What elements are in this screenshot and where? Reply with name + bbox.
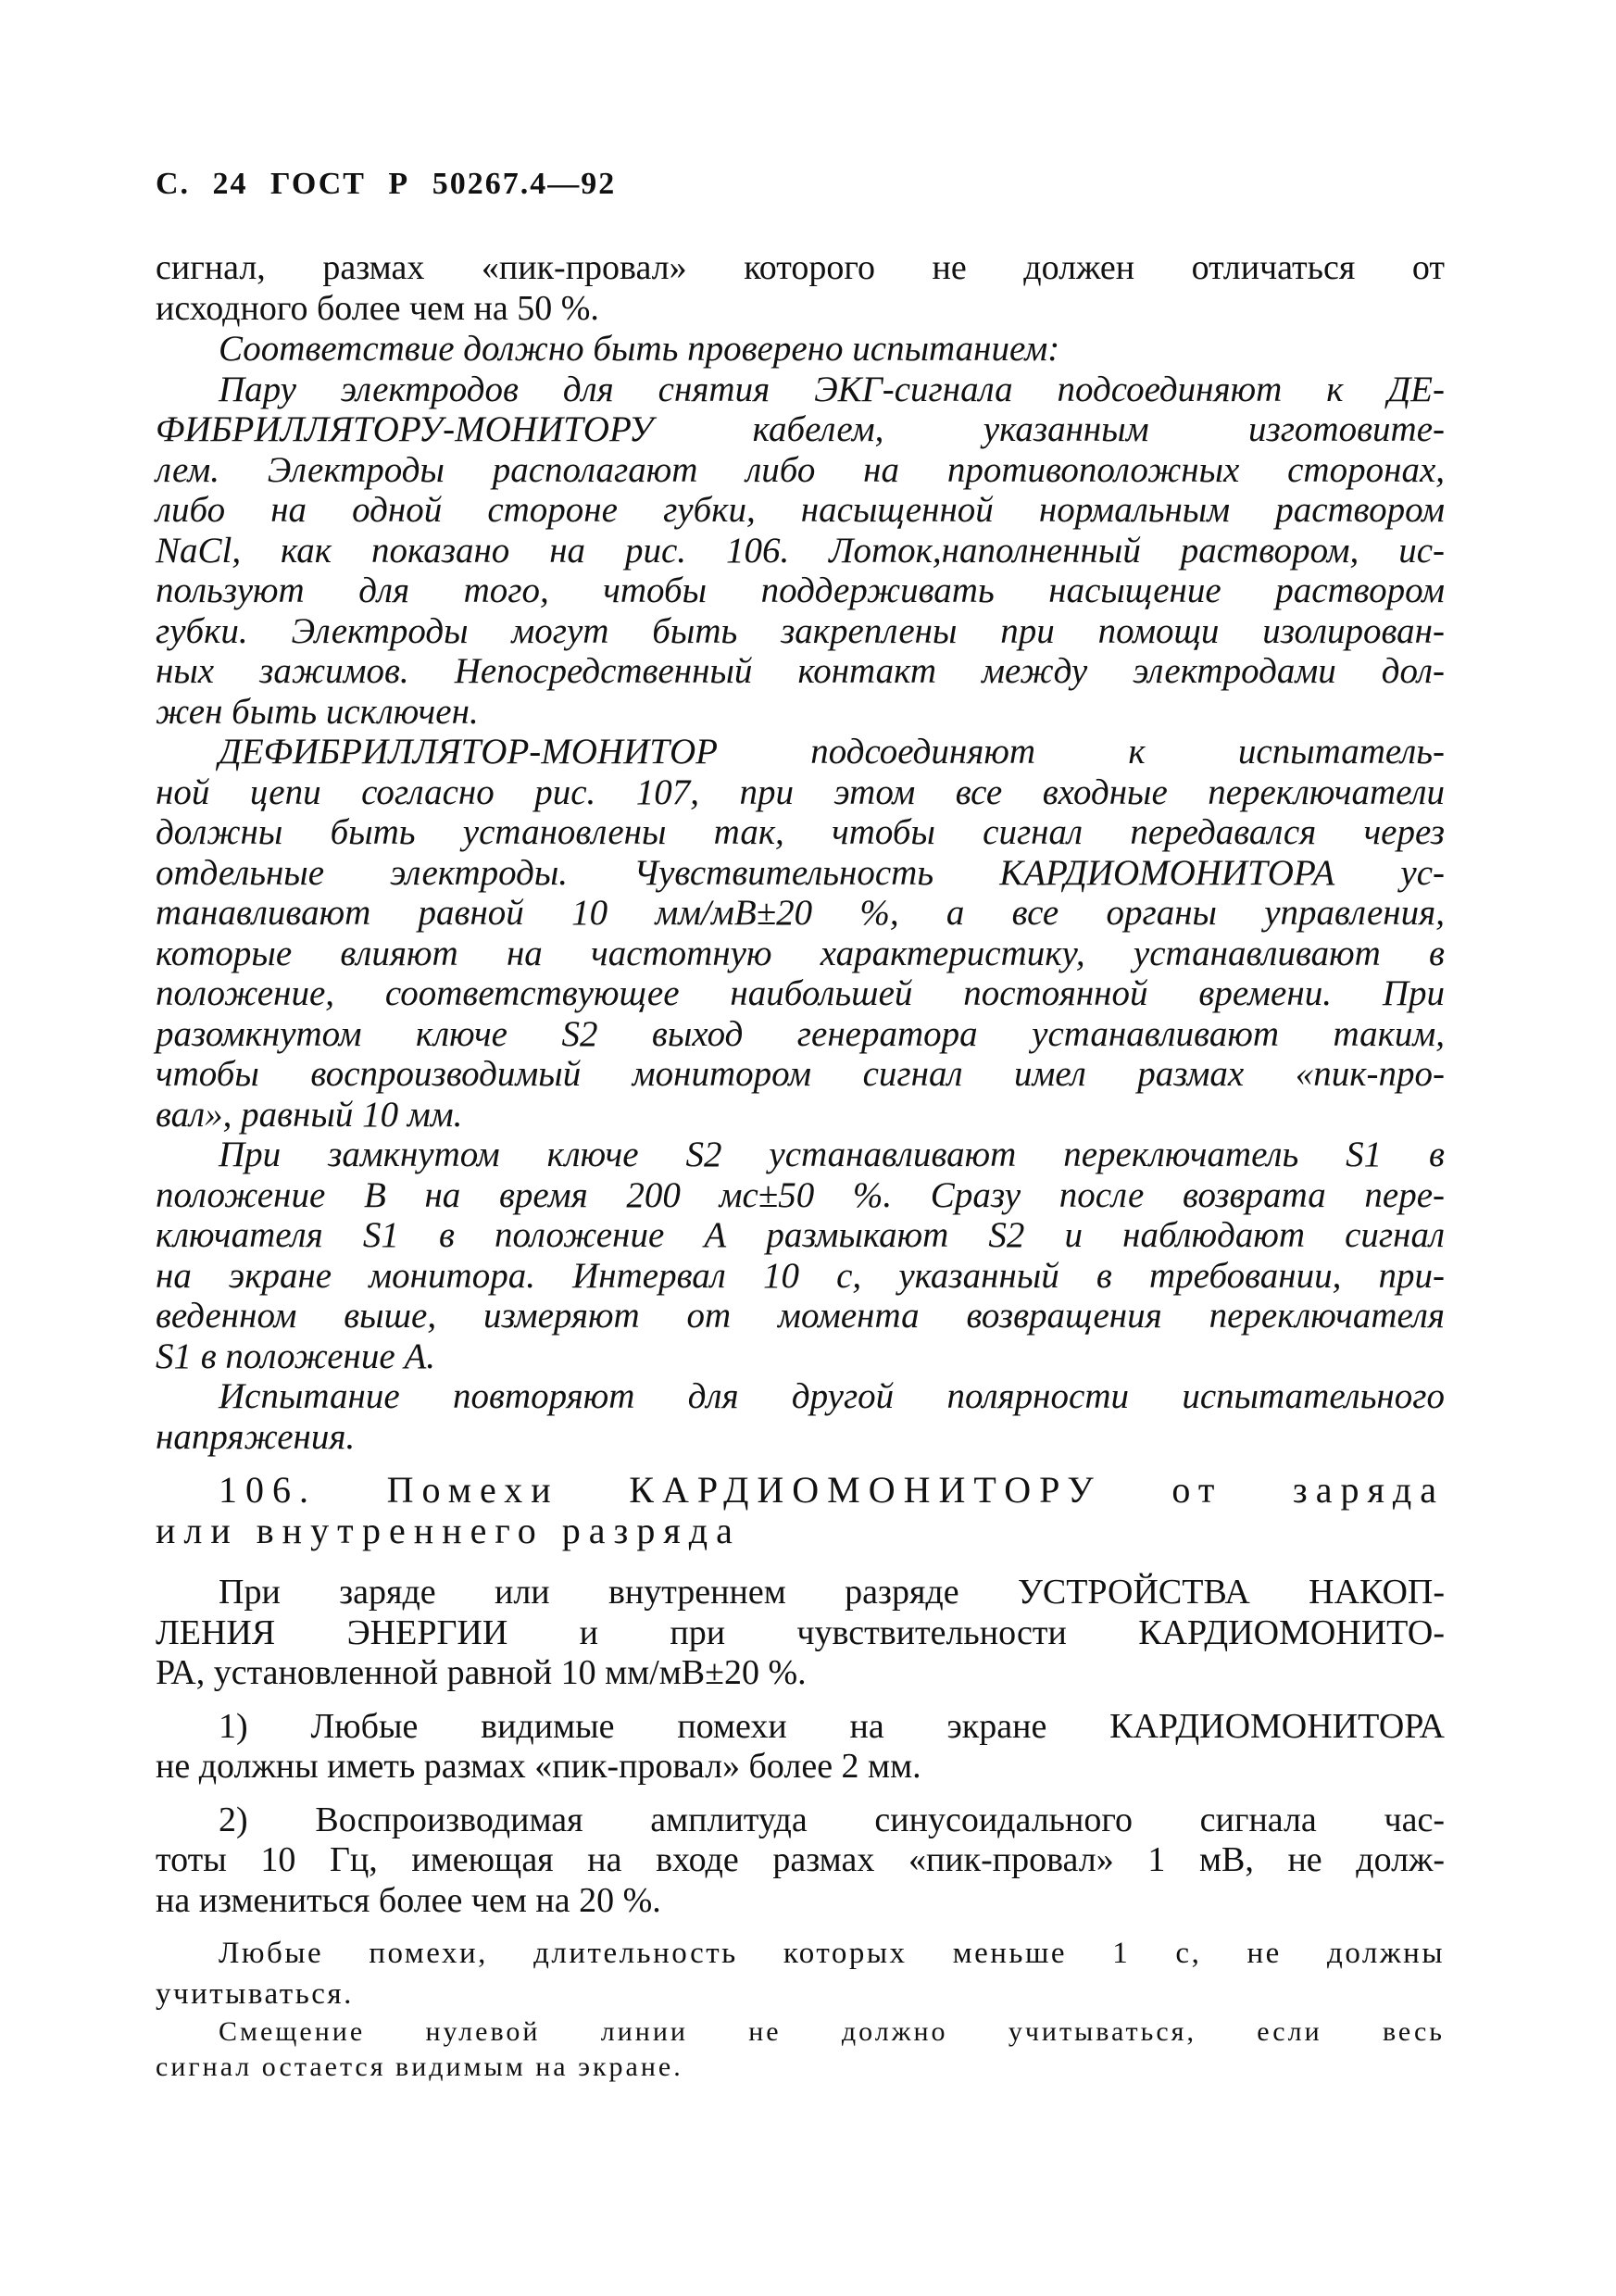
text-line: на измениться более чем на 20 %. xyxy=(156,1880,661,1920)
text-line: При заряде или внутреннем разряде УСТРОЙСТВА НАКОП- xyxy=(219,1573,1445,1612)
text-line: ных зажимов. Непосредственный контакт между электродами дол- xyxy=(156,651,1445,691)
text-line: ФИБРИЛЛЯТОРУ-МОНИТОРУ кабелем, указанным изготовите- xyxy=(156,409,1445,449)
text-line: танавливают равной 10 мм/мВ±20 %, а все органы управления, xyxy=(156,893,1445,933)
note-line: Любые помехи, длительность которых меньше 1 с, не должны xyxy=(219,1937,1445,1970)
text-line: РА, установленной равной 10 мм/мВ±20 %. xyxy=(156,1653,807,1692)
text-line: напряжения. xyxy=(156,1416,356,1457)
note-line: Смещение нулевой линии не должно учитываться, если весь xyxy=(219,2016,1445,2047)
text-line: NaCl, как показано на рис. 106. Лоток,наполненный раствором, ис- xyxy=(156,530,1445,571)
text-line: сигнал, размах «пик-провал» которого не должен отличаться от xyxy=(156,248,1445,287)
section-heading: или внутреннего разряда xyxy=(156,1509,741,1551)
text-line: положение, соответствующее наибольшей постоянной времени. При xyxy=(156,973,1445,1013)
text-line: либо на одной стороне губки, насыщенной нормальным раствором xyxy=(156,490,1445,530)
note-line: сигнал остается видимым на экране. xyxy=(156,2051,683,2082)
text-line: должны быть установлены так, чтобы сигнал передавался через xyxy=(156,812,1445,852)
note-line: учитываться. xyxy=(156,1976,354,2011)
text-line: ДЕФИБРИЛЛЯТОР-МОНИТОР подсоединяют к испытатель- xyxy=(219,732,1445,772)
text-line: ной цепи согласно рис. 107, при этом все входные переключатели xyxy=(156,772,1445,812)
text-line: которые влияют на частотную характеристику, устанавливают в xyxy=(156,933,1445,973)
text-line: ключателя S1 в положение А размыкают S2 и наблюдают сигнал xyxy=(156,1215,1445,1255)
text-line: не должны иметь размах «пик-провал» более 2 мм. xyxy=(156,1747,921,1786)
text-line: вал», равный 10 мм. xyxy=(156,1094,463,1135)
list-item: 1) Любые видимые помехи на экране КАРДИОМОНИТОРА xyxy=(219,1706,1445,1746)
section-heading: 106. Помехи КАРДИОМОНИТОРУ от заряда xyxy=(219,1469,1445,1511)
text-line: пользуют для того, чтобы поддерживать насыщение раствором xyxy=(156,571,1445,610)
text-line: лем. Электроды располагают либо на противоположных сторонах, xyxy=(156,449,1445,490)
text-line: губки. Электроды могут быть закреплены при помощи изолирован- xyxy=(156,610,1445,651)
text-line: чтобы воспроизводимый монитором сигнал имел размах «пик-про- xyxy=(156,1054,1445,1094)
text-line: отдельные электроды. Чувствительность КАРДИОМОНИТОРА ус- xyxy=(156,852,1445,893)
text-line: ЛЕНИЯ ЭНЕРГИИ и при чувствительности КАРДИОМОНИТО- xyxy=(156,1612,1445,1652)
text-line: на экране монитора. Интервал 10 с, указанный в требовании, при- xyxy=(156,1255,1445,1296)
text-line: Пару электродов для снятия ЭКГ-сигнала подсоединяют к ДЕ- xyxy=(219,369,1445,409)
text-line: тоты 10 Гц, имеющая на входе размах «пик-провал» 1 мВ, не долж- xyxy=(156,1840,1445,1879)
text-line: Испытание повторяют для другой полярности испытательного xyxy=(219,1376,1445,1416)
text-line: Соответствие должно быть проверено испытанием: xyxy=(219,329,1060,369)
text-line: веденном выше, измеряют от момента возвращения переключателя xyxy=(156,1296,1445,1336)
text-line: При замкнутом ключе S2 устанавливают переключатель S1 в xyxy=(219,1135,1445,1174)
text-line: разомкнутом ключе S2 выход генератора устанавливают таким, xyxy=(156,1013,1445,1054)
text-line: исходного более чем на 50 %. xyxy=(156,288,599,328)
page-header: С. 24 ГОСТ Р 50267.4—92 xyxy=(156,167,617,201)
text-line: S1 в положение А. xyxy=(156,1336,436,1376)
text-line: положение В на время 200 мс±50 %. Сразу после возврата пере- xyxy=(156,1174,1445,1215)
text-line: жен быть исключен. xyxy=(156,691,479,732)
page-body xyxy=(156,248,1445,2085)
list-item: 2) Воспроизводимая амплитуда синусоидального сигнала час- xyxy=(219,1800,1445,1839)
